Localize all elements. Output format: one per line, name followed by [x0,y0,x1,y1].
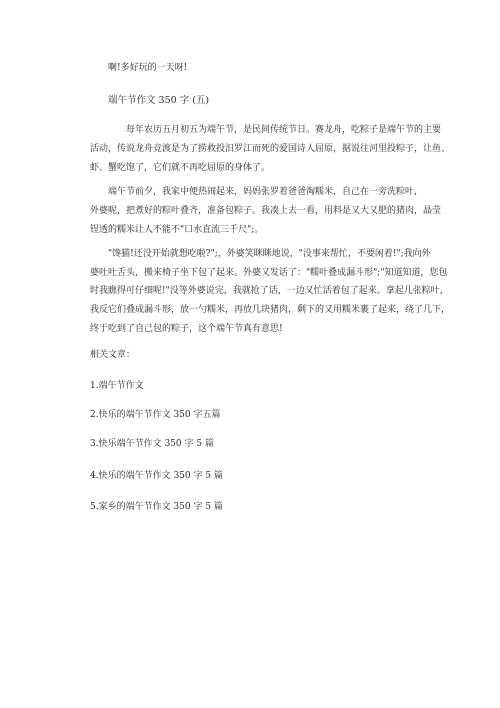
intro-line: 啊!多好玩的一天呀! [108,63,188,73]
related-link[interactable]: 4.快乐的端午节作文 350 字 5 篇 [90,471,223,481]
paragraph-line: 锃透的糯米让人不能不"口水直流三千尺";。 [90,225,264,235]
essay-title: 端午节作文 350 字 (五) [108,95,210,106]
related-link[interactable]: 2.快乐的端午节作文 350 字五篇 [90,410,221,420]
paragraph-line: 终于吃到了自己包的粽子，这个端午节真有意思! [90,324,283,334]
related-link[interactable]: 3.快乐端午节作文 350 字 5 篇 [90,439,214,449]
related-link[interactable]: 5.家乡的端午节作文 350 字 5 篇 [90,502,223,512]
related-heading: 相关文章： [90,350,136,360]
paragraph-line: 外婆呢，把煮好的粽叶叠齐，准备包粽子。我凑上去一看，用料是又大又肥的猪肉，晶莹 [90,206,442,216]
paragraph-line: 我反它们叠成漏斗形，放一勺糯米，再放几块猪肉，剩下的又用糯米裹了起来，绕了几下， [90,305,451,315]
paragraph-line: 婆吐吐舌头，搬来椅子坐下包了起来。外婆又发话了："糯叶叠成漏斗形";"知道知道，您包 [90,268,448,278]
paragraph-line: 时我瞧得可仔细呢!"没等外婆说完，我就抢了话，一边又忙活着包了起来。拿起几张粽叶， [90,286,449,296]
related-link[interactable]: 1.端午节作文 [90,381,144,391]
paragraph-line: 端午节前夕，我家中便热闹起来，妈妈张罗着爸爸淘糯米，自己在一旁洗粽叶， [108,187,424,197]
paragraph-line: 虾、蟹吃饱了，它们就不再吃屈原的身体了。 [90,163,271,173]
paragraph-line: "馋猫!还没开始就想吃啦?";，外婆笑眯眯地说，"没事来帮忙，不要闲着!";我向外 [108,249,431,259]
paragraph-line: 活动，传说龙舟竞渡是为了捞救投汨罗江而死的爱国诗人屈原，据说往河里投粽子，让鱼、 [90,144,451,154]
paragraph-line: 每年农历五月初五为端午节，是民间传统节日。赛龙舟，吃粽子是端午节的主要 [126,125,442,135]
